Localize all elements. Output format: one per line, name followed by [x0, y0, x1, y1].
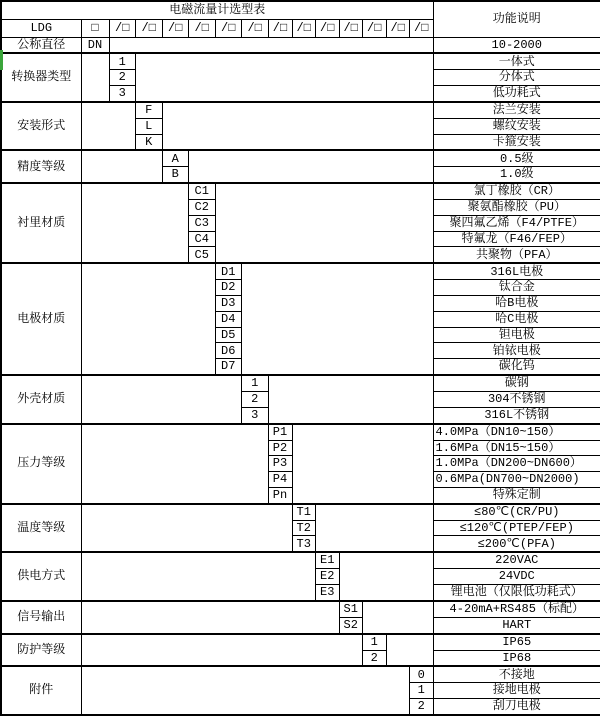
- empty-cell: [242, 263, 434, 375]
- option-code: DN: [81, 37, 109, 53]
- option-code: A: [162, 150, 189, 166]
- section-label: 信号输出: [1, 601, 81, 634]
- option-description: ≤120℃(PTEP/FEP): [433, 520, 600, 536]
- option-description: 1.6MPa（DN15~150）: [433, 440, 600, 456]
- empty-cell: [136, 53, 434, 102]
- option-code: C1: [189, 183, 216, 199]
- option-description: 特氟龙（F46/FEP）: [433, 231, 600, 247]
- section-label: 供电方式: [1, 552, 81, 601]
- option-description: 螺纹安装: [433, 118, 600, 134]
- empty-cell: [81, 53, 109, 102]
- option-description: 低功耗式: [433, 86, 600, 102]
- model-prefix-label: LDG: [1, 19, 81, 37]
- option-code: D3: [215, 296, 242, 312]
- option-code: D2: [215, 280, 242, 296]
- code-placeholder-slash-box: /□: [242, 19, 269, 37]
- green-edge-artifact: [0, 50, 3, 70]
- option-code: C5: [189, 247, 216, 263]
- option-description: 24VDC: [433, 569, 600, 585]
- empty-cell: [81, 634, 363, 667]
- section-label: 温度等级: [1, 504, 81, 553]
- option-code: D1: [215, 263, 242, 279]
- option-code: 1: [410, 683, 434, 699]
- code-placeholder-slash-box: /□: [189, 19, 216, 37]
- option-description: 10-2000: [433, 37, 600, 53]
- section-label: 压力等级: [1, 424, 81, 504]
- code-placeholder-slash-box: /□: [339, 19, 363, 37]
- empty-cell: [81, 183, 189, 263]
- option-code: D4: [215, 311, 242, 327]
- option-code: P2: [268, 440, 292, 456]
- option-code: 1: [242, 375, 269, 391]
- option-description: 铂铱电极: [433, 343, 600, 359]
- empty-cell: [189, 150, 434, 183]
- option-code: K: [136, 134, 163, 150]
- option-description: 220VAC: [433, 552, 600, 568]
- option-description: 接地电极: [433, 683, 600, 699]
- option-description: 4.0MPa（DN10~150）: [433, 424, 600, 440]
- option-description: 法兰安装: [433, 102, 600, 118]
- option-code: E1: [316, 552, 340, 568]
- option-description: ≤200℃(PFA): [433, 536, 600, 552]
- option-code: 3: [109, 86, 136, 102]
- option-description: 0.6MPa(DN700~DN2000): [433, 472, 600, 488]
- empty-cell: [81, 150, 162, 183]
- option-description: 碳化钨: [433, 359, 600, 375]
- option-description: 钛合金: [433, 280, 600, 296]
- option-description: IP68: [433, 650, 600, 666]
- option-code: F: [136, 102, 163, 118]
- option-code: E3: [316, 585, 340, 601]
- code-placeholder-slash-box: /□: [162, 19, 189, 37]
- code-placeholder-slash-box: /□: [363, 19, 387, 37]
- description-column-header: 功能说明: [433, 1, 600, 37]
- empty-cell: [339, 552, 433, 601]
- option-description: 刮刀电极: [433, 699, 600, 715]
- code-placeholder-slash-box: /□: [136, 19, 163, 37]
- empty-cell: [109, 37, 433, 53]
- empty-cell: [162, 102, 433, 151]
- option-code: D7: [215, 359, 242, 375]
- option-description: 304不锈钢: [433, 391, 600, 407]
- empty-cell: [268, 375, 433, 424]
- option-code: C4: [189, 231, 216, 247]
- option-code: T1: [292, 504, 316, 520]
- code-placeholder-box: □: [81, 19, 109, 37]
- empty-cell: [81, 424, 268, 504]
- code-placeholder-slash-box: /□: [268, 19, 292, 37]
- option-code: P3: [268, 456, 292, 472]
- option-description: HART: [433, 617, 600, 633]
- option-code: 1: [363, 634, 387, 650]
- option-description: 316L不锈钢: [433, 407, 600, 423]
- empty-cell: [386, 634, 433, 667]
- code-placeholder-slash-box: /□: [109, 19, 136, 37]
- empty-cell: [215, 183, 433, 263]
- code-placeholder-slash-box: /□: [386, 19, 410, 37]
- option-code: 2: [109, 70, 136, 86]
- option-code: S2: [339, 617, 363, 633]
- option-description: 4-20mA+RS485（标配）: [433, 601, 600, 617]
- option-description: 碳钢: [433, 375, 600, 391]
- section-label: 附件: [1, 666, 81, 715]
- option-code: B: [162, 167, 189, 183]
- option-description: IP65: [433, 634, 600, 650]
- option-code: L: [136, 118, 163, 134]
- option-code: C3: [189, 215, 216, 231]
- empty-cell: [81, 504, 292, 553]
- option-code: D6: [215, 343, 242, 359]
- option-description: 不接地: [433, 666, 600, 682]
- option-description: ≤80℃(CR/PU): [433, 504, 600, 520]
- empty-cell: [81, 263, 215, 375]
- option-code: 2: [363, 650, 387, 666]
- empty-cell: [81, 666, 410, 715]
- section-label: 外壳材质: [1, 375, 81, 424]
- code-placeholder-slash-box: /□: [292, 19, 316, 37]
- empty-cell: [81, 102, 136, 151]
- option-description: 聚氨酯橡胶（PU）: [433, 200, 600, 216]
- empty-cell: [81, 601, 339, 634]
- section-label: 防护等级: [1, 634, 81, 667]
- section-label: 公称直径: [1, 37, 81, 53]
- option-code: 0: [410, 666, 434, 682]
- option-code: D5: [215, 327, 242, 343]
- option-code: E2: [316, 569, 340, 585]
- option-description: 1.0MPa（DN200~DN600）: [433, 456, 600, 472]
- section-label: 转换器类型: [1, 53, 81, 102]
- option-code: T2: [292, 520, 316, 536]
- option-description: 分体式: [433, 70, 600, 86]
- empty-cell: [316, 504, 434, 553]
- section-label: 安装形式: [1, 102, 81, 151]
- empty-cell: [81, 375, 242, 424]
- option-code: P4: [268, 472, 292, 488]
- empty-cell: [81, 552, 316, 601]
- option-description: 钽电极: [433, 327, 600, 343]
- code-placeholder-slash-box: /□: [410, 19, 434, 37]
- page-title: 电磁流量计选型表: [1, 1, 433, 19]
- option-description: 锂电池（仅限低功耗式）: [433, 585, 600, 601]
- option-description: 哈C电极: [433, 311, 600, 327]
- option-code: T3: [292, 536, 316, 552]
- section-label: 衬里材质: [1, 183, 81, 263]
- option-code: S1: [339, 601, 363, 617]
- section-label: 精度等级: [1, 150, 81, 183]
- option-code: 3: [242, 407, 269, 423]
- option-description: 316L电极: [433, 263, 600, 279]
- option-code: P1: [268, 424, 292, 440]
- code-placeholder-slash-box: /□: [316, 19, 340, 37]
- option-code: 2: [410, 699, 434, 715]
- option-description: 1.0级: [433, 167, 600, 183]
- option-code: 1: [109, 53, 136, 69]
- option-code: Pn: [268, 487, 292, 503]
- option-description: 聚四氟乙烯（F4/PTFE）: [433, 215, 600, 231]
- section-label: 电极材质: [1, 263, 81, 375]
- empty-cell: [363, 601, 434, 634]
- option-code: C2: [189, 200, 216, 216]
- option-code: 2: [242, 391, 269, 407]
- option-description: 氯丁橡胶（CR）: [433, 183, 600, 199]
- option-description: 共聚物（PFA）: [433, 247, 600, 263]
- option-description: 哈B电极: [433, 296, 600, 312]
- empty-cell: [292, 424, 433, 504]
- option-description: 一体式: [433, 53, 600, 69]
- option-description: 特殊定制: [433, 487, 600, 503]
- option-description: 0.5级: [433, 150, 600, 166]
- option-description: 卡箍安装: [433, 134, 600, 150]
- code-placeholder-slash-box: /□: [215, 19, 242, 37]
